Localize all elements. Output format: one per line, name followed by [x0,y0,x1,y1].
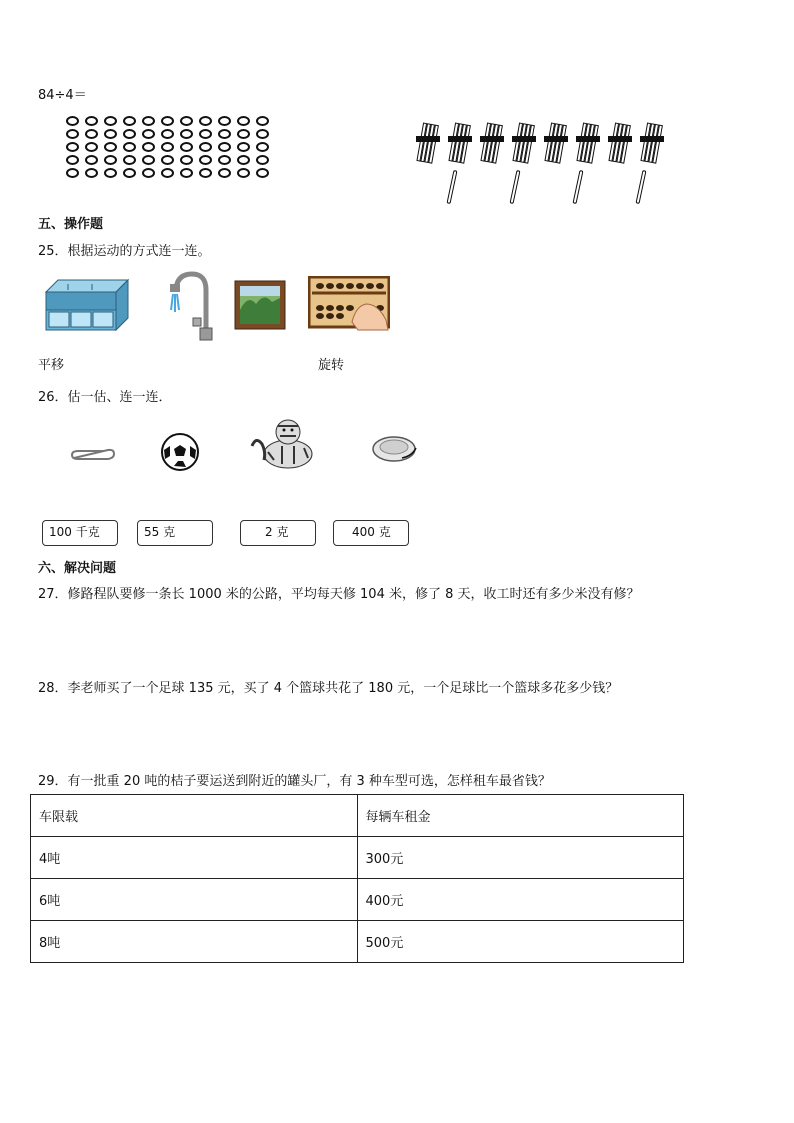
faucet-image [164,270,214,342]
oval-shape [161,155,174,165]
oval-shape [161,116,174,126]
tiger-image [248,416,320,472]
table-cell: 8吨 [31,921,358,963]
truck-rental-table [30,794,684,963]
oval-shape [85,129,98,139]
table-cell: 4吨 [31,837,358,879]
oval-shape [104,155,117,165]
q25-text: 25．根据运动的方式连一连。 [38,244,211,259]
oval-shape [199,116,212,126]
oval-shape [256,142,269,152]
table-cell: 6吨 [31,879,358,921]
paper-clip-image [68,446,116,462]
table-header-row [31,795,684,837]
oval-shape [218,116,231,126]
oval-shape [66,116,79,126]
oval-shape [123,155,136,165]
label-rotation: 旋转 [318,358,345,373]
weight-box-400g[interactable]: 400 克 [333,520,409,546]
oval-shape [237,168,250,178]
oval-shape [123,129,136,139]
oval-shape [85,155,98,165]
sliding-window-image [234,280,286,330]
table-row [31,921,684,963]
oval-shape [104,129,117,139]
single-stick-icon [510,170,521,204]
q26-text: 26．估一估、连一连． [38,390,172,405]
oval-grid [66,116,272,178]
table-header-cell: 车限载 [31,795,358,837]
stick-bundle-icon [606,122,632,166]
oval-shape [180,129,193,139]
oval-shape [180,155,193,165]
stick-bundle-icon [478,122,504,166]
oval-shape [66,155,79,165]
oval-shape [85,116,98,126]
oval-shape [104,142,117,152]
oval-shape [142,142,155,152]
q29-text: 29．有一批重 20 吨的桔子要运送到附近的罐头厂，有 3 种车型可选，怎样租车最省钱？ [38,774,551,789]
oval-shape [142,129,155,139]
oval-shape [218,155,231,165]
oval-shape [180,116,193,126]
oval-shape [218,129,231,139]
section-five-title: 五、操作题 [38,217,104,232]
oval-shape [104,168,117,178]
oval-shape [237,155,250,165]
stick-bundles [414,122,684,208]
q27-text: 27．修路程队要修一条长 1000 米的公路，平均每天修 104 米，修了 8 天，收工时还有多少米没有修？ [38,587,640,602]
table-cell: 300元 [357,837,684,879]
stick-bundle-icon [638,122,664,166]
oval-shape [256,155,269,165]
oval-shape [85,142,98,152]
oval-shape [237,142,250,152]
oval-shape [218,168,231,178]
oval-shape [237,116,250,126]
drawer-cabinet-image [42,278,130,332]
table-cell: 400元 [357,879,684,921]
oval-shape [104,116,117,126]
football-image [160,432,200,472]
weight-box-55g[interactable]: 55 克 [137,520,213,546]
oval-shape [142,168,155,178]
single-stick-icon [447,170,458,204]
plate-image [372,434,418,464]
oval-shape [256,116,269,126]
oval-shape [142,116,155,126]
label-translation: 平移 [38,358,65,373]
oval-shape [66,142,79,152]
oval-shape [85,168,98,178]
oval-shape [66,129,79,139]
oval-shape [237,129,250,139]
oval-shape [161,168,174,178]
oval-shape [161,129,174,139]
oval-shape [123,168,136,178]
oval-shape [66,168,79,178]
oval-shape [199,142,212,152]
oval-shape [256,129,269,139]
weight-box-100kg[interactable]: 100 千克 [42,520,118,546]
section-six-title: 六、解决问题 [38,561,117,576]
oval-shape [180,142,193,152]
single-stick-icon [636,170,647,204]
oval-shape [161,142,174,152]
q28-text: 28．李老师买了一个足球 135 元，买了 4 个篮球共花了 180 元，一个足球比一个篮球多花多少钱？ [38,681,619,696]
table-header-cell: 每辆车租金 [357,795,684,837]
oval-shape [199,155,212,165]
table-row [31,837,684,879]
oval-shape [180,168,193,178]
oval-shape [123,142,136,152]
stick-bundle-icon [574,122,600,166]
stick-bundle-icon [446,122,472,166]
table-row [31,879,684,921]
oval-shape [256,168,269,178]
single-stick-icon [573,170,584,204]
stick-bundle-icon [510,122,536,166]
abacus-image [308,276,390,332]
oval-shape [199,168,212,178]
oval-shape [123,116,136,126]
q24-expression: 84÷4＝ [38,88,87,103]
oval-shape [142,155,155,165]
oval-shape [218,142,231,152]
stick-bundle-icon [542,122,568,166]
weight-box-2g[interactable]: 2 克 [240,520,316,546]
oval-shape [199,129,212,139]
stick-bundle-icon [414,122,440,166]
table-cell: 500元 [357,921,684,963]
